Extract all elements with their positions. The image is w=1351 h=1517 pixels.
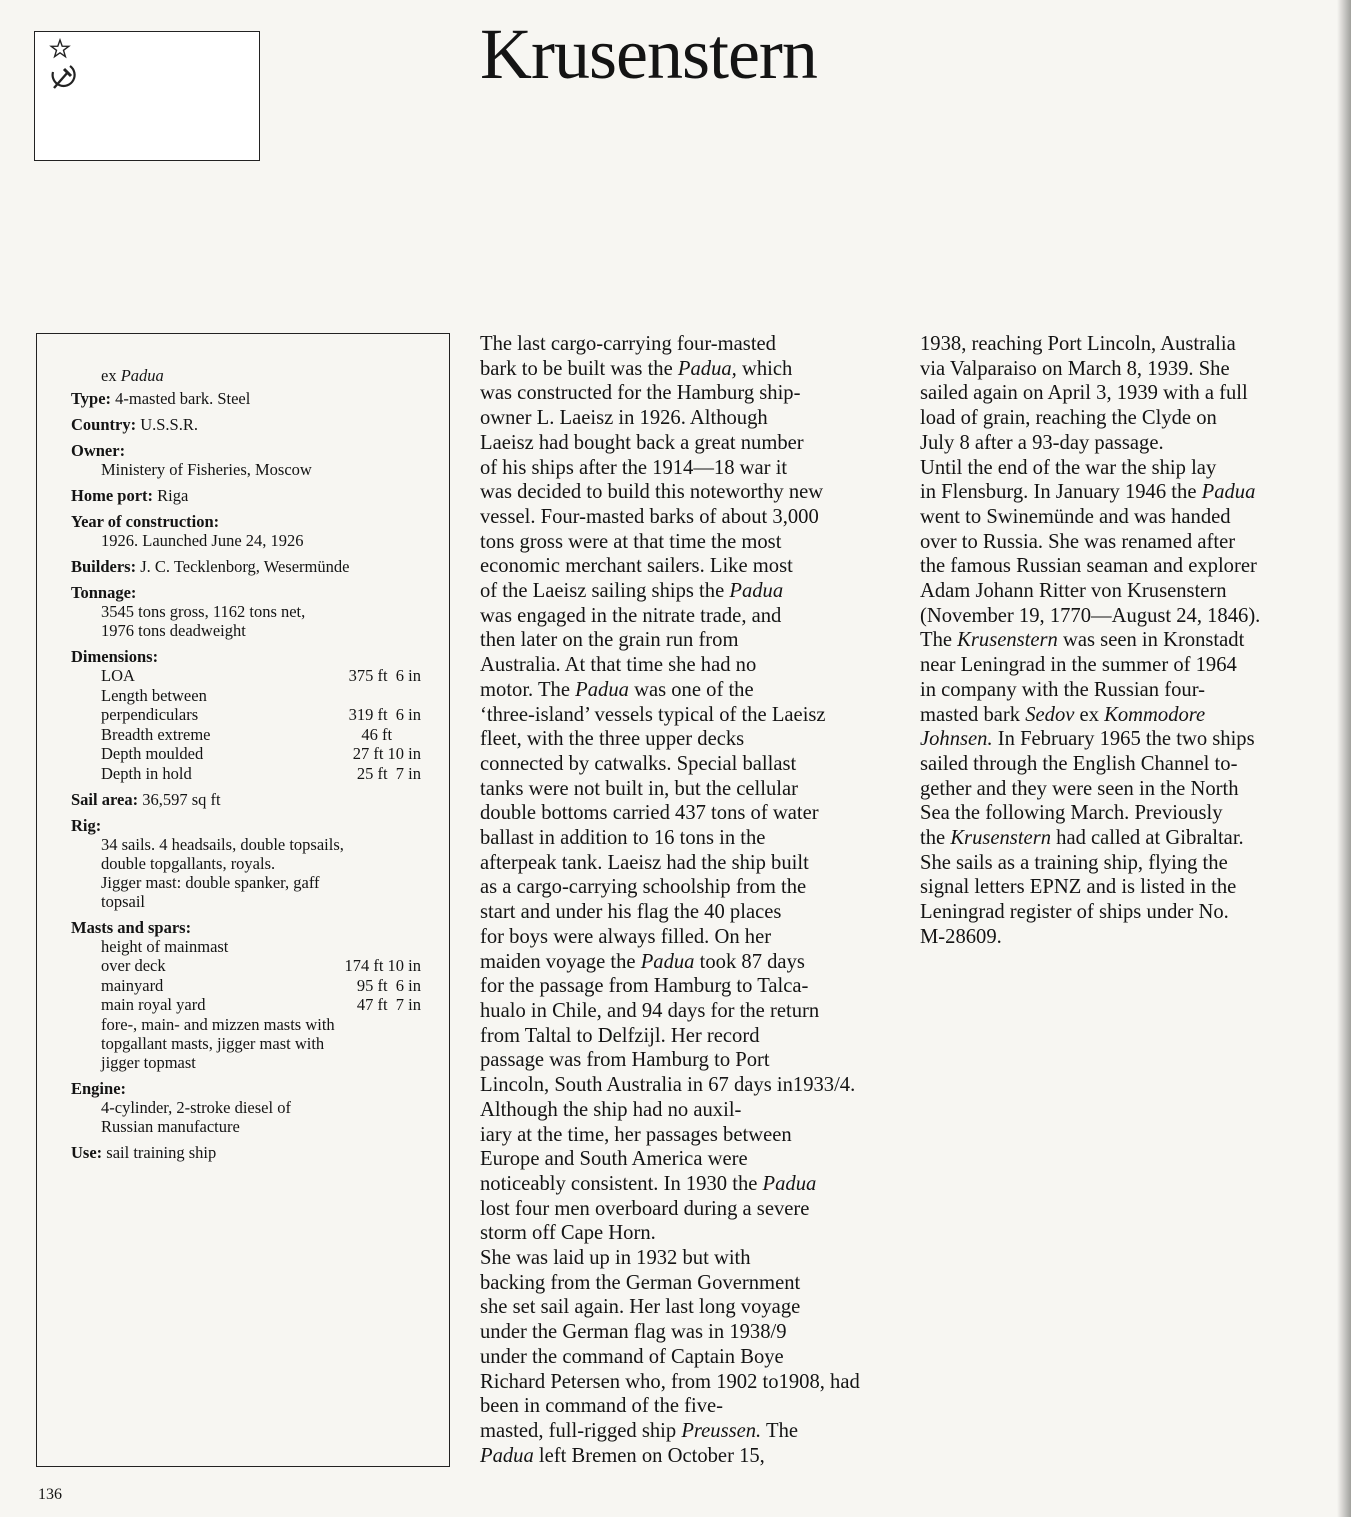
spec-line: 1976 tons deadweight (101, 621, 246, 640)
specifications-box (36, 333, 450, 1467)
italic-ship-name: Preussen. (681, 1419, 762, 1442)
spec-label: Tonnage: (71, 583, 137, 602)
mast-row (71, 976, 449, 996)
text-run: she set sail again. Her last long voyage (480, 1296, 801, 1319)
text-run: took 87 days (694, 950, 805, 973)
dimension-name: Depth in hold (101, 763, 192, 783)
article-column-middle (480, 332, 900, 1468)
mast-name: mainyard (101, 975, 164, 995)
dimension-name: Length between (101, 685, 207, 705)
page-number: 136 (38, 1486, 62, 1503)
spec-type (71, 389, 449, 408)
text-run: economic merchant sailers. Like most (480, 555, 793, 578)
text-run: In February 1965 the two ships (992, 728, 1255, 751)
text-run: tons gross were at that time the most (480, 530, 782, 553)
spec-line: Jigger mast: double spanker, gaff (101, 873, 320, 892)
spec-builders (71, 557, 449, 576)
italic-ship-name: Padua (729, 580, 784, 603)
text-run: 1933/4. Although the ship had no auxil- (480, 1074, 856, 1121)
text-run: She sails as a training ship, flying the (920, 851, 1228, 874)
dimension-row (71, 764, 449, 784)
spec-value: Ministery of Fisheries, Moscow (101, 460, 312, 479)
spec-engine (71, 1079, 449, 1136)
spec-label: Masts and spars: (71, 918, 192, 937)
text-run: owner L. Laeisz in 1926. Although (480, 407, 768, 430)
text-run: near Leningrad in the summer of 1964 (920, 654, 1237, 677)
text-run: was constructed for the Hamburg ship- (480, 382, 801, 405)
text-run: Richard Petersen who, from 1902 to (480, 1370, 779, 1393)
italic-ship-name: Padua, (677, 357, 737, 380)
text-run: start and under his flag the 40 places (480, 901, 782, 924)
spec-use (71, 1143, 449, 1162)
text-run: July 8 after a 93-day passage. (920, 431, 1164, 454)
text-run: sailed again on April 3, 1939 with a full (920, 382, 1248, 405)
text-run: for boys were always filled. On her (480, 925, 772, 948)
mast-value: 95 ft 6 in (356, 975, 421, 995)
text-run: She was laid up in 1932 but with (480, 1247, 751, 1270)
spec-value: 36,597 sq ft (142, 790, 221, 809)
text-run: afterpeak tank. Laeisz had the ship built (480, 851, 809, 874)
spec-line: topsail (101, 892, 145, 911)
text-run: from Taltal to Delfzijl. Her record (480, 1024, 760, 1047)
spec-line: Russian manufacture (101, 1116, 240, 1136)
spec-line: fore-, main- and mizzen masts with (101, 1014, 335, 1034)
dimension-value: 319 ft 6 in (348, 705, 421, 724)
page-edge-shadow (1337, 0, 1351, 1517)
paragraph (920, 332, 1340, 456)
text-run: passage was from Hamburg to Port (480, 1049, 770, 1072)
dimension-value: 375 ft 6 in (348, 666, 421, 685)
text-run: Australia. At that time she had no (480, 654, 757, 677)
italic-ship-name: Padua (640, 950, 695, 973)
dimension-row (71, 744, 449, 764)
text-run: ‘three-island’ vessels typical of the Laeisz (480, 703, 826, 726)
text-run: double bottoms carried 437 tons of water (480, 802, 819, 825)
spec-dimensions (71, 647, 449, 783)
article-column-right (920, 332, 1340, 950)
text-run: ex (1074, 703, 1105, 726)
text-run: iary at the time, her passages between (480, 1123, 792, 1146)
mast-name: main royal yard (101, 995, 206, 1014)
text-run: fleet, with the three upper decks (480, 728, 745, 751)
spec-year (71, 512, 449, 550)
text-run: the (920, 827, 951, 850)
text-run: hualo in Chile, and 94 days for the return (480, 999, 820, 1022)
spec-tonnage (71, 583, 449, 640)
paragraph (480, 332, 900, 1246)
italic-ship-name: Padua (1201, 481, 1256, 504)
dimension-name: Breadth extreme (101, 724, 211, 744)
text-run: tanks were not built in, but the cellular (480, 777, 798, 800)
text-run: was decided to build this noteworthy new (480, 481, 824, 504)
mast-name: over deck (101, 956, 166, 975)
italic-ship-name: Krusenstern (957, 629, 1058, 652)
text-run: which (736, 357, 793, 380)
text-run: masted bark (920, 703, 1026, 726)
text-run: load of grain, reaching the Clyde on (920, 407, 1217, 430)
star-hammer-sickle-icon (43, 38, 77, 94)
spec-label: Type: (71, 389, 112, 408)
spec-line: double topgallants, royals. (101, 854, 276, 873)
spec-value: U.S.S.R. (140, 415, 198, 434)
spec-line: 3545 tons gross, 1162 tons net, (101, 602, 306, 621)
text-run: of his ships after the 1914—18 war it (480, 456, 788, 479)
flag-box (34, 31, 260, 161)
text-run: Sea the following March. Previously (920, 802, 1223, 825)
spec-label: Home port: (71, 486, 154, 505)
italic-ship-name: Johnsen. (920, 728, 993, 751)
dimension-value: 27 ft 10 in (352, 744, 421, 763)
text-run: the famous Russian seaman and explorer (920, 555, 1257, 578)
spec-label: Engine: (71, 1078, 127, 1098)
text-run: storm off Cape Horn. (480, 1222, 656, 1245)
text-run: had called at Gibraltar. (1051, 827, 1244, 850)
text-run: gether and they were seen in the North (920, 777, 1239, 800)
spec-masts (71, 918, 449, 1072)
text-run: noticeably consistent. In 1930 the (480, 1172, 763, 1195)
spec-label: Year of construction: (71, 512, 220, 531)
mast-row (71, 956, 449, 976)
text-run: over to Russia. She was renamed after (920, 530, 1236, 553)
text-run: maiden voyage the (480, 950, 641, 973)
spec-label: Dimensions: (71, 647, 159, 666)
spec-rig (71, 816, 449, 911)
spec-country (71, 415, 449, 434)
text-run: connected by catwalks. Special ballast (480, 752, 797, 775)
spec-home-port (71, 486, 449, 505)
text-run: under the command of Captain Boye (480, 1345, 784, 1368)
dimension-value: 25 ft 7 in (356, 763, 421, 783)
text-run: Europe and South America were (480, 1148, 748, 1171)
spec-value: sail training ship (106, 1142, 217, 1162)
spec-label: Owner: (71, 441, 126, 460)
ex-name: Padua (120, 366, 164, 385)
text-run: ballast in addition to 16 tons in the (480, 827, 766, 850)
former-name (101, 366, 449, 385)
text-run: via Valparaiso on March 8, 1939. She (920, 357, 1230, 380)
dimension-row (71, 725, 449, 745)
text-run: bark to be built was the (480, 357, 678, 380)
text-run: The last cargo-carrying four-masted (480, 333, 776, 355)
text-run: for the passage from Hamburg to Talca- (480, 975, 809, 998)
text-run: backing from the German Government (480, 1271, 801, 1294)
italic-ship-name: Krusenstern (950, 827, 1051, 850)
text-run: M-28609. (920, 925, 1002, 948)
spec-value: J. C. Tecklenborg, Wesermünde (140, 557, 350, 576)
spec-owner (71, 441, 449, 479)
paragraph (480, 1246, 900, 1468)
text-run: sailed through the English Channel to- (920, 752, 1238, 775)
italic-ship-name: Padua (762, 1172, 817, 1195)
spec-label: Rig: (71, 816, 102, 835)
text-run: was one of the (628, 678, 754, 701)
mast-row (71, 995, 449, 1015)
dimension-row (71, 705, 449, 725)
italic-ship-name: Padua (575, 678, 629, 701)
dimension-row (71, 686, 449, 706)
text-run: in Flensburg. In January 1946 the (920, 481, 1202, 504)
text-run: of the Laeisz sailing ships the (480, 580, 730, 603)
spec-line: jigger topmast (101, 1052, 196, 1072)
spec-label: Sail area: (71, 790, 139, 809)
dimension-value: 46 ft (361, 724, 421, 744)
dimension-name: perpendiculars (101, 705, 199, 724)
text-run: in company with the Russian four- (920, 678, 1205, 701)
text-run: Until the end of the war the ship lay (920, 456, 1217, 479)
mast-value: 47 ft 7 in (356, 995, 421, 1014)
text-run: signal letters EPNZ and is listed in the (920, 876, 1237, 899)
text-run: (November 19, 1770—August 24, 1846). (920, 604, 1261, 627)
text-run: lost four men overboard during a severe (480, 1197, 810, 1220)
dimension-row (71, 666, 449, 686)
italic-ship-name: Padua (480, 1444, 534, 1467)
ex-prefix: ex (101, 366, 117, 385)
text-run: Lincoln, South Australia in 67 days in (480, 1074, 793, 1097)
italic-ship-name: Kommodore (1104, 703, 1206, 726)
text-run: as a cargo-carrying schoolship from the (480, 876, 807, 899)
text-run: was seen in Kronstadt (1057, 629, 1245, 652)
spec-sail-area (71, 790, 449, 809)
text-run: Laeisz had bought back a great number (480, 431, 804, 454)
dimension-value (326, 686, 421, 706)
text-run: The (920, 629, 958, 652)
text-run: 1938, reaching Port Lincoln, Australia (920, 333, 1236, 355)
paragraph (920, 456, 1340, 950)
spec-value: 4-masted bark. Steel (115, 389, 251, 408)
text-run: Leningrad register of ships under No. (920, 901, 1229, 924)
mast-value: 174 ft 10 in (344, 956, 421, 975)
text-run: 1908, had been in command of the five- (480, 1370, 860, 1418)
spec-value: 1926. Launched June 24, 1926 (101, 531, 304, 550)
text-run: went to Swinemünde and was handed (920, 505, 1231, 528)
dimension-name: Depth moulded (101, 744, 204, 763)
text-run: masted, full-rigged ship (480, 1419, 682, 1442)
spec-label: Country: (71, 415, 137, 434)
text-run: The (761, 1419, 799, 1442)
dimension-name: LOA (101, 666, 135, 685)
text-run: left Bremen on October 15, (533, 1444, 765, 1467)
spec-line: 34 sails. 4 headsails, double topsails, (101, 835, 344, 854)
text-run: then later on the grain run from (480, 629, 739, 652)
text-run: motor. The (480, 678, 576, 701)
text-run: was engaged in the nitrate trade, and (480, 604, 782, 627)
page-title: Krusenstern (480, 14, 817, 94)
spec-label: Builders: (71, 557, 137, 576)
text-run: vessel. Four-masted barks of about 3,000 (480, 505, 819, 528)
spec-line: topgallant masts, jigger mast with (101, 1033, 325, 1053)
text-run: Adam Johann Ritter von Krusenstern (920, 580, 1227, 603)
text-run: under the German flag was in 1938/9 (480, 1321, 787, 1344)
italic-ship-name: Sedov (1025, 703, 1075, 726)
spec-label: Use: (71, 1142, 103, 1162)
spec-value: Riga (157, 486, 189, 505)
spec-line: height of mainmast (101, 937, 229, 956)
spec-line: 4-cylinder, 2-stroke diesel of (101, 1097, 291, 1117)
